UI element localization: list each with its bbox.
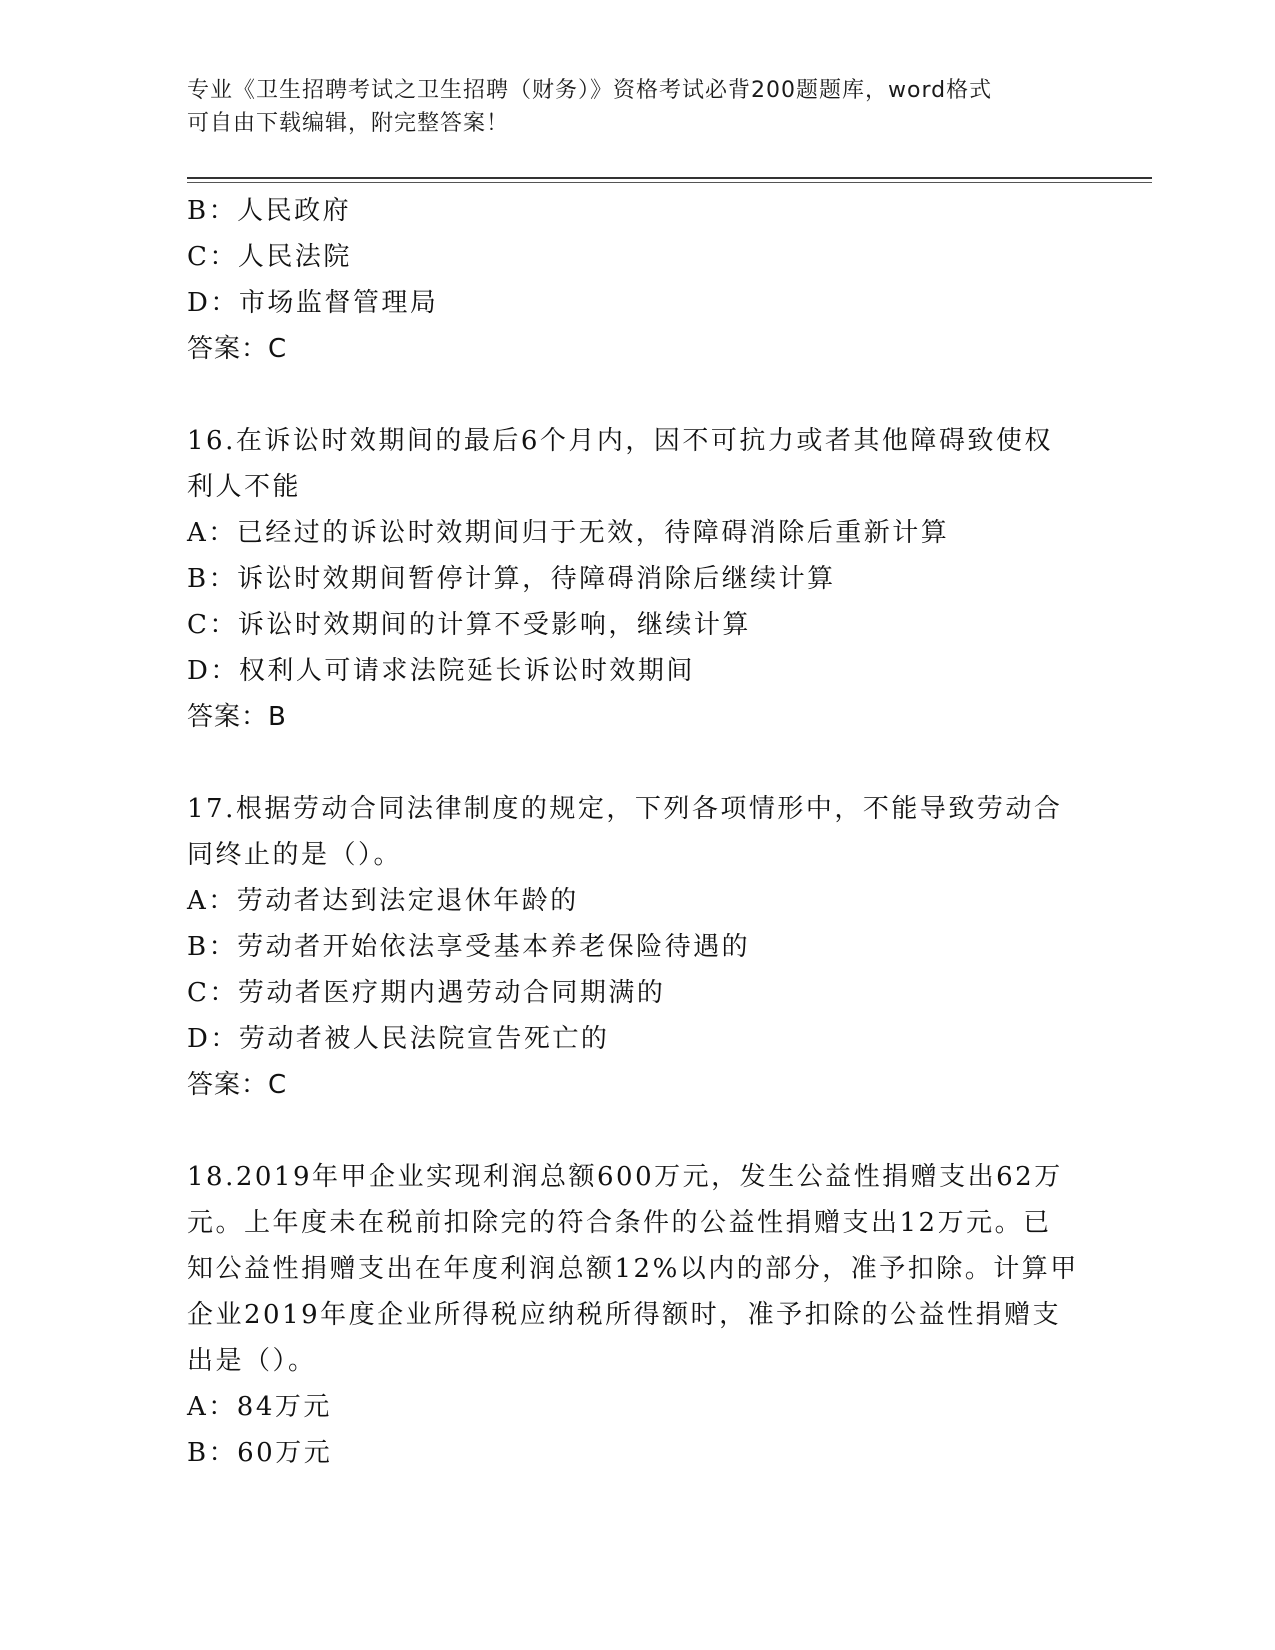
question-spacer — [187, 740, 1087, 786]
header-title-line-1: 专业《卫生招聘考试之卫生招聘（财务）》资格考试必背200题题库，word格式 — [187, 78, 993, 103]
header-divider-thick — [187, 177, 1152, 179]
question-stem-line: 元。上年度未在税前扣除完的符合条件的公益性捐赠支出12万元。已 — [187, 1208, 1052, 1238]
option-a: A：劳动者达到法定退休年龄的 — [187, 886, 579, 916]
question-stem-line: 利人不能 — [187, 472, 302, 502]
question-stem-line: 出是（）。 — [187, 1346, 317, 1376]
option-c: C：劳动者医疗期内遇劳动合同期满的 — [187, 978, 666, 1008]
option-c: C：诉讼时效期间的计算不受影响，继续计算 — [187, 610, 751, 640]
option-d: D：市场监督管理局 — [187, 288, 439, 318]
option-b: B：人民政府 — [187, 196, 352, 226]
question-stem-line: 17.根据劳动合同法律制度的规定，下列各项情形中，不能导致劳动合 — [187, 794, 1063, 824]
answer-line: 答案：C — [187, 1070, 288, 1100]
option-d: D：劳动者被人民法院宣告死亡的 — [187, 1024, 610, 1054]
question-16 — [187, 418, 1087, 740]
question-15-continued — [187, 188, 1087, 372]
option-a: A：已经过的诉讼时效期间归于无效，待障碍消除后重新计算 — [187, 518, 950, 548]
option-d: D：权利人可请求法院延长诉讼时效期间 — [187, 656, 695, 686]
question-18 — [187, 1154, 1087, 1476]
question-stem-line: 知公益性捐赠支出在年度利润总额12%以内的部分，准予扣除。计算甲 — [187, 1254, 1079, 1284]
question-17 — [187, 786, 1087, 1108]
answer-line: 答案：C — [187, 334, 288, 364]
question-stem-line: 同终止的是（）。 — [187, 840, 403, 870]
option-c: C：人民法院 — [187, 242, 352, 272]
question-spacer — [187, 1108, 1087, 1154]
option-a: A：84万元 — [187, 1392, 332, 1422]
option-b: B：诉讼时效期间暂停计算，待障碍消除后继续计算 — [187, 564, 836, 594]
header-divider-thin — [187, 182, 1152, 183]
option-b: B：60万元 — [187, 1438, 333, 1468]
option-b: B：劳动者开始依法享受基本养老保险待遇的 — [187, 932, 751, 962]
question-list — [187, 188, 1087, 1476]
question-stem-line: 16.在诉讼时效期间的最后6个月内，因不可抗力或者其他障碍致使权 — [187, 426, 1053, 456]
question-stem-line: 18.2019年甲企业实现利润总额600万元，发生公益性捐赠支出62万 — [187, 1162, 1063, 1192]
question-stem-line: 企业2019年度企业所得税应纳税所得额时，准予扣除的公益性捐赠支 — [187, 1300, 1062, 1330]
header-title-line-2: 可自由下载编辑，附完整答案！ — [187, 111, 510, 136]
answer-line: 答案：B — [187, 702, 287, 732]
document-header — [187, 74, 1067, 140]
question-spacer — [187, 372, 1087, 418]
